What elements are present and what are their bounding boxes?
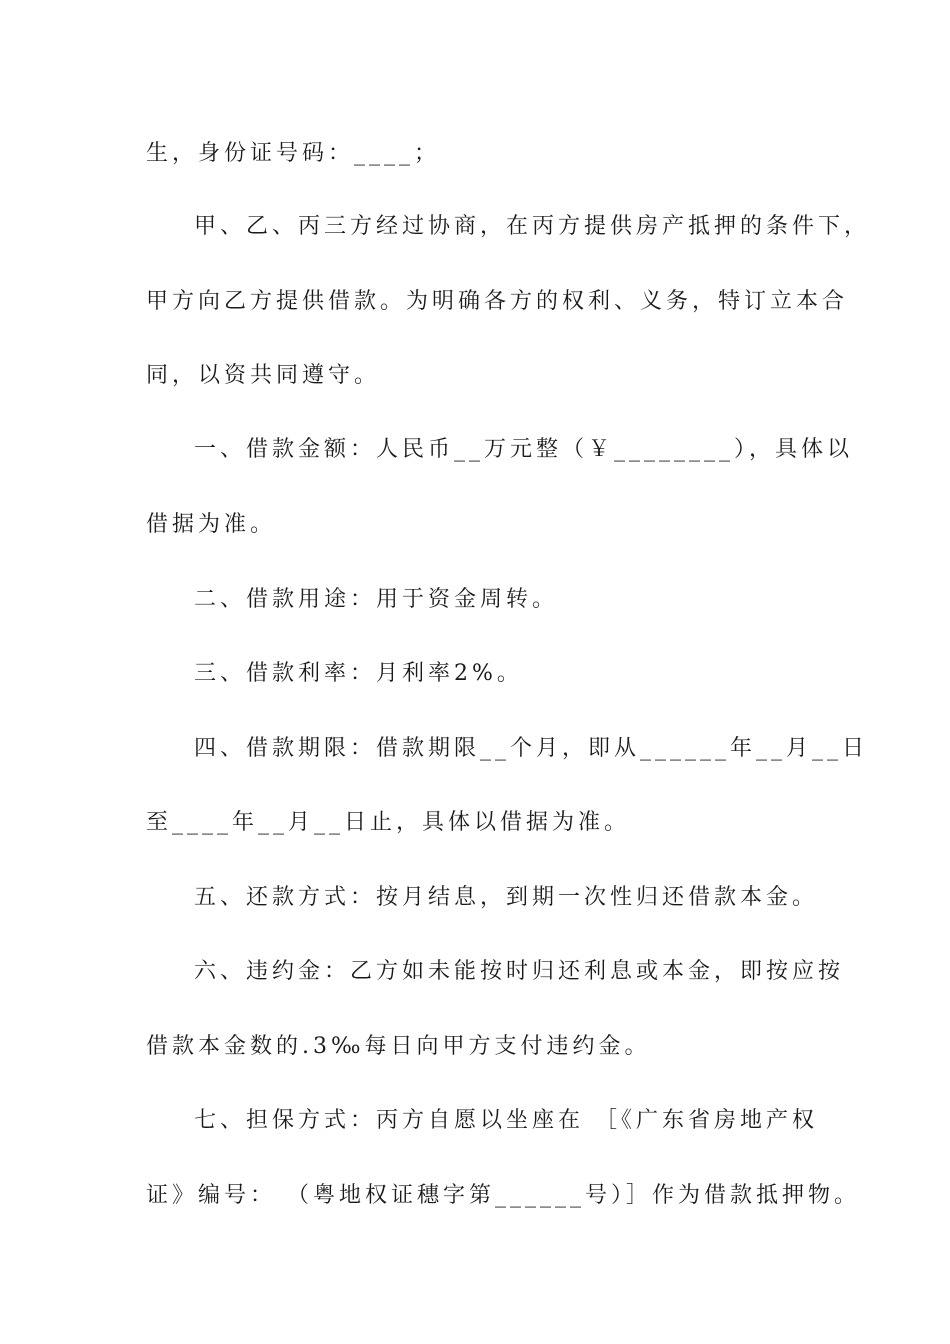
clause-4-term-cont: 至____年__月__日止，具体以借据为准。 [146,810,631,835]
clause-4-term: 四、借款期限：借款期限__个月，即从______年__月__日 [194,736,869,761]
clause-7-guarantee-cont: 证》编号： （粤地权证穗字第______号）］作为借款抵押物。 [146,1183,860,1208]
text-line-intro-3: 同，以资共同遵守。 [146,363,381,388]
clause-3-rate: 三、借款利率：月利率2%。 [194,661,523,686]
text-line-intro-1: 甲、乙、丙三方经过协商，在丙方提供房产抵押的条件下， [194,214,871,239]
text-line-intro-2: 甲方向乙方提供借款。为明确各方的权利、义务，特订立本合 [146,289,849,314]
clause-6-penalty-cont: 借款本金数的.3‰每日向甲方支付违约金。 [146,1034,651,1059]
clause-2-purpose: 二、借款用途：用于资金周转。 [194,587,559,612]
clause-7-guarantee: 七、担保方式：丙方自愿以坐座在 ［《广东省房地产权 [194,1108,818,1133]
text-line-id-number: 生，身份证号码：____； [146,141,441,166]
clause-1-amount-cont: 借据为准。 [146,512,277,537]
clause-5-repayment: 五、还款方式：按月结息，到期一次性归还借款本金。 [194,885,819,910]
clause-1-amount: 一、借款金额：人民币__万元整（￥________），具体以 [194,437,854,462]
clause-6-penalty: 六、违约金：乙方如未能按时归还利息或本金，即按应按 [194,959,845,984]
